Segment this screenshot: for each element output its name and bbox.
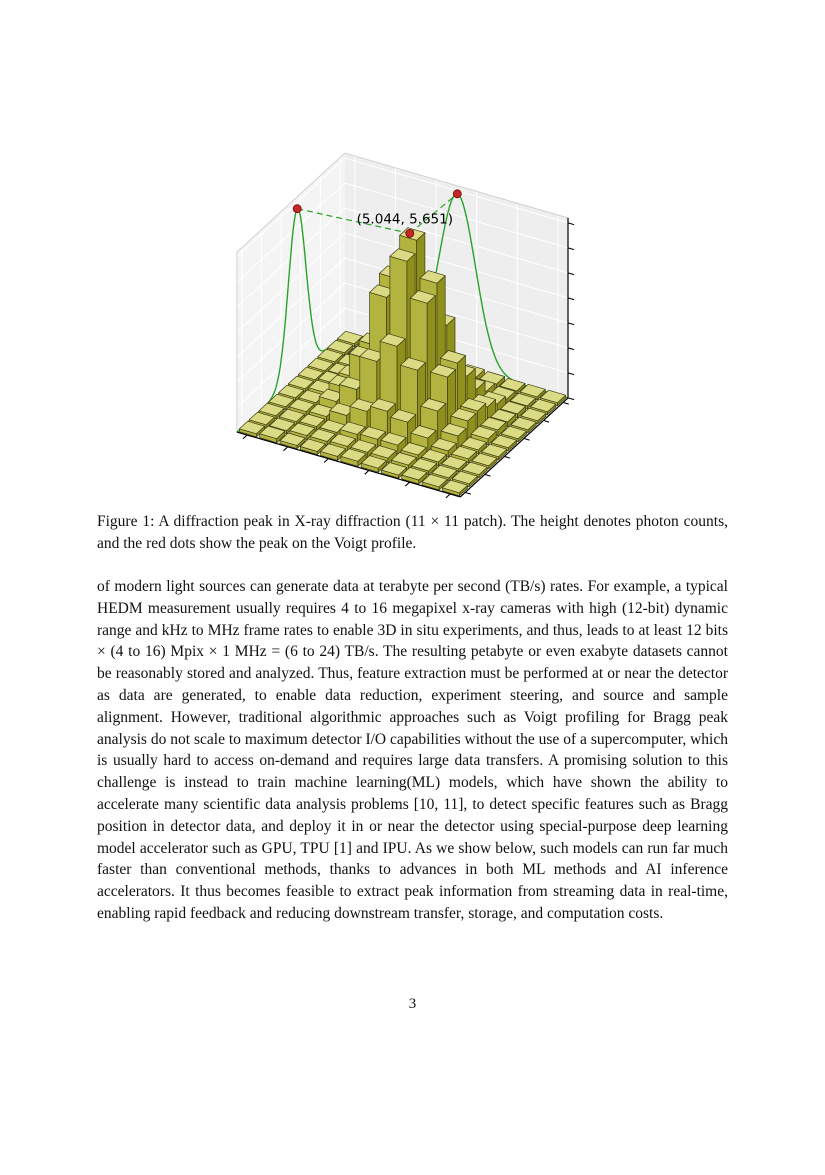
page-number: 3 (408, 996, 417, 1012)
body-paragraph: of modern light sources can generate data at terabyte per second (TB/s) rates. For example, a typical HEDM measurement usually requires 4 to 16 megapixel x-ray cameras with high (12-bit) dynamic range and kHz to MHz frame rates to enable 3D in situ experiments, and thus, leads to at least 12 bits × (4 to 16) Mpix × 1 MHz = (6 to 24) TB/s. The resulting petabyte or even exabyte datasets cannot be reasonably stored and analyzed. Thus, feature extraction must be performed at or near the detector as data are generated, to enable data reduction, experiment steering, and source and sample alignment. However, traditional algorithmic approaches such as Voigt profiling for Bragg peak analysis do not scale to maximum detector I/O capabilities without the use of a supercomputer, which is usually hard to access on-demand and requires large data transfers. A promising solution to this challenge is instead to train machine learning(ML) models, which have shown the ability to accelerate many scientific data analysis problems [10, 11], to detect specific features such as Bragg position in detector data, and deploy it in or near the detector using special-purpose deep learning model accelerator such as GPU, TPU [1] and IPU. As we show below, such models can run far much faster than conventional methods, thanks to advances in both ML methods and AI inference accelerators. It thus becomes feasible to extract peak information from streaming data in real-time, enabling rapid feedback and reducing downstream transfer, storage, and computation costs. (97, 578, 728, 922)
figure-3d-chart (0, 0, 825, 540)
figure-caption: Figure 1: A diffraction peak in X-ray diffraction (11 × 11 patch). The height denotes photon counts, and the red dots show the peak on the Voigt profile. (97, 513, 728, 552)
svg-text:(5.044, 5.651): (5.044, 5.651) (356, 211, 454, 228)
